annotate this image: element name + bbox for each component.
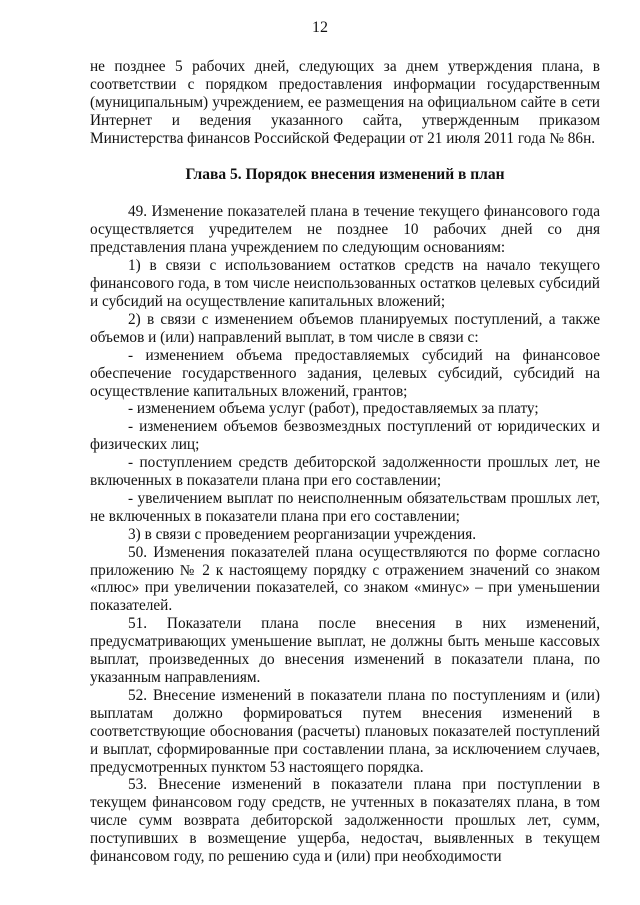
- paragraph-49-subitem: - изменением объема услуг (работ), предоставляемых за плату;: [128, 400, 539, 418]
- paragraph-49-item-2: 2) в связи с изменением объемов планируемых поступлений, а также объемов и (или) направлений выплат, в том числе в связи с:: [90, 310, 600, 346]
- paragraph-49-subitem: - изменением объемов безвозмездных поступлений от юридических и физических лиц;: [90, 418, 600, 454]
- intro-paragraph: не позднее 5 рабочих дней, следующих за днем утверждения плана, в соответствии с порядком предоставления информации государственным (муниципальным) учреждением, ее размещения на официальном сайте в сети Интернет и ведения указанного сайта, утвержденным приказом Министерства финансов Российской Федерации от 21 июля 2011 года № 86н.: [90, 58, 600, 147]
- paragraph-53: 53. Внесение изменений в показатели плана при поступлении в текущем финансовом году средств, не учтенных в показателях плана, в том числе сумм возврата дебиторской задолженности прошлых лет, сумм, поступивших в возмещение ущерба, недостач, выявленных в текущем финансовом году, по решению суда и (или) при необходимости: [90, 776, 600, 866]
- paragraph-49-subitem: - изменением объема предоставляемых субсидий на финансовое обеспечение государственного задания, целевых субсидий, субсидий на осуществление капитальных вложений, грантов;: [90, 346, 600, 400]
- paragraph-49-subitem: - увеличением выплат по неисполненным обязательствам прошлых лет, не включенных в показатели плана при его составлении;: [90, 489, 600, 525]
- page-body: [90, 58, 600, 866]
- page-number: 12: [312, 19, 328, 36]
- paragraph-50: 50. Изменения показателей плана осуществляются по форме согласно приложению № 2 к настоящему порядку с отражением значений со знаком «плюс» при увеличении показателей, со знаком «минус» – при уменьшении показателей.: [90, 543, 600, 615]
- paragraph-49-item-3: 3) в связи с проведением реорганизации учреждения.: [128, 525, 477, 543]
- chapter-heading: Глава 5. Порядок внесения изменений в план: [185, 165, 505, 183]
- paragraph-51: 51. Показатели плана после внесения в них изменений, предусматривающих уменьшение выплат, не должны быть меньше кассовых выплат, произведенных до внесения изменений в показатели плана, по указанным направлениям.: [90, 615, 600, 686]
- paragraph-49-subitem: - поступлением средств дебиторской задолженности прошлых лет, не включенных в показатели плана при его составлении;: [90, 454, 600, 490]
- paragraph-49: 49. Изменение показателей плана в течение текущего финансового года осуществляется учредителем не позднее 10 рабочих дней со дня представления плана учреждением по следующим основаниям:: [90, 203, 600, 257]
- paragraph-52: 52. Внесение изменений в показатели плана по поступлениям и (или) выплатам должно формироваться путем внесения изменений в соответствующие обоснования (расчеты) плановых показателей поступлений и выплат, сформированные при составлении плана, за исключением случаев, предусмотренных пунктом 53 настоящего порядка.: [90, 686, 600, 776]
- paragraph-49-item-1: 1) в связи с использованием остатков средств на начало текущего финансового года, в том числе неиспользованных остатков целевых субсидий и субсидий на осуществление капитальных вложений;: [90, 257, 600, 310]
